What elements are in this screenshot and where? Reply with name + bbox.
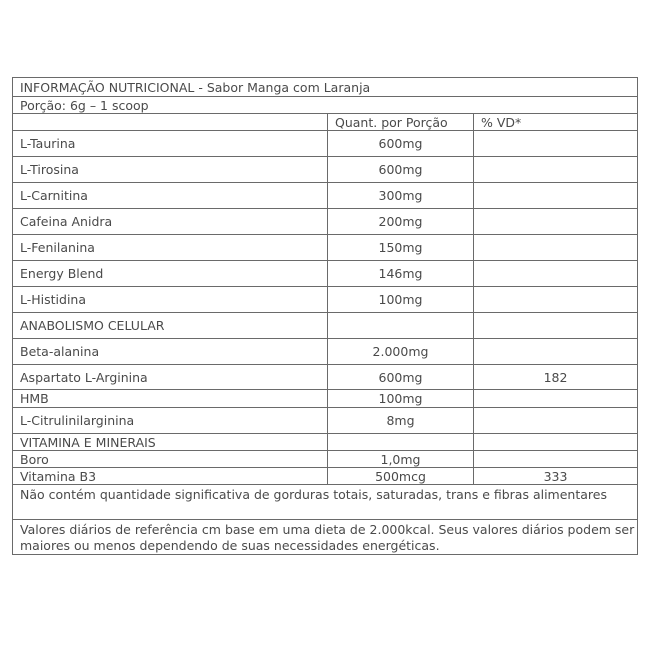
header-vd: % VD* [474, 114, 638, 131]
nutrient-quantity [328, 434, 474, 451]
nutrient-name: L-Tirosina [13, 157, 328, 183]
table-row [13, 261, 638, 287]
portion-row [13, 97, 638, 114]
table-row [13, 287, 638, 313]
nutrient-vd [474, 451, 638, 468]
nutrient-vd [474, 287, 638, 313]
nutrient-quantity: 600mg [328, 365, 474, 390]
nutrient-vd [474, 209, 638, 235]
table-row [13, 157, 638, 183]
nutrient-quantity: 2.000mg [328, 339, 474, 365]
nutrient-quantity [328, 313, 474, 339]
nutrient-vd [474, 235, 638, 261]
nutrient-name: L-Histidina [13, 287, 328, 313]
nutrient-vd [474, 313, 638, 339]
table-row [13, 339, 638, 365]
footnote-fats: Não contém quantidade significativa de gorduras totais, saturadas, trans e fibras alimentares [13, 485, 638, 520]
nutrient-quantity: 200mg [328, 209, 474, 235]
nutrient-vd [474, 390, 638, 408]
table-row [13, 408, 638, 434]
table-title-row [13, 78, 638, 97]
table-row [13, 235, 638, 261]
section-row [13, 434, 638, 451]
table-row [13, 451, 638, 468]
table-row [13, 365, 638, 390]
nutrient-name: L-Carnitina [13, 183, 328, 209]
nutrient-quantity: 146mg [328, 261, 474, 287]
nutrient-vd [474, 157, 638, 183]
table-title: INFORMAÇÃO NUTRICIONAL - Sabor Manga com Laranja [13, 78, 638, 97]
table-row [13, 468, 638, 485]
nutrient-quantity: 1,0mg [328, 451, 474, 468]
table-row [13, 209, 638, 235]
nutrient-name: Cafeina Anidra [13, 209, 328, 235]
nutrient-vd [474, 408, 638, 434]
section-row [13, 313, 638, 339]
section-heading: VITAMINA E MINERAIS [13, 434, 328, 451]
table-row [13, 183, 638, 209]
nutrient-name: L-Fenilanina [13, 235, 328, 261]
portion-label: Porção: 6g – 1 scoop [13, 97, 638, 114]
nutrient-quantity: 8mg [328, 408, 474, 434]
footnote-daily-values: Valores diários de referência cm base em uma dieta de 2.000kcal. Seus valores diários podem ser maiores ou menos dependendo de suas necessidades energéticas. [13, 520, 638, 555]
nutrient-quantity: 300mg [328, 183, 474, 209]
nutrient-vd: 333 [474, 468, 638, 485]
table-row [13, 390, 638, 408]
nutrient-name: Vitamina B3 [13, 468, 328, 485]
nutrient-quantity: 100mg [328, 287, 474, 313]
nutrient-name: L-Citrulinilarginina [13, 408, 328, 434]
nutrient-name: Boro [13, 451, 328, 468]
nutrient-name: HMB [13, 390, 328, 408]
nutrient-quantity: 500mcg [328, 468, 474, 485]
footnote-row [13, 520, 638, 555]
header-empty [13, 114, 328, 131]
nutrient-quantity: 100mg [328, 390, 474, 408]
nutrient-name: Energy Blend [13, 261, 328, 287]
nutrient-quantity: 150mg [328, 235, 474, 261]
nutrient-vd [474, 339, 638, 365]
nutrient-quantity: 600mg [328, 157, 474, 183]
section-heading: ANABOLISMO CELULAR [13, 313, 328, 339]
header-quantity: Quant. por Porção [328, 114, 474, 131]
nutrient-vd [474, 434, 638, 451]
table-row [13, 131, 638, 157]
nutrient-name: L-Taurina [13, 131, 328, 157]
nutrition-table [12, 77, 638, 555]
nutrient-name: Beta-alanina [13, 339, 328, 365]
nutrient-vd [474, 261, 638, 287]
nutrient-quantity: 600mg [328, 131, 474, 157]
header-row [13, 114, 638, 131]
footnote-row [13, 485, 638, 520]
nutrient-vd [474, 183, 638, 209]
nutrient-vd: 182 [474, 365, 638, 390]
nutrient-vd [474, 131, 638, 157]
nutrient-name: Aspartato L-Arginina [13, 365, 328, 390]
